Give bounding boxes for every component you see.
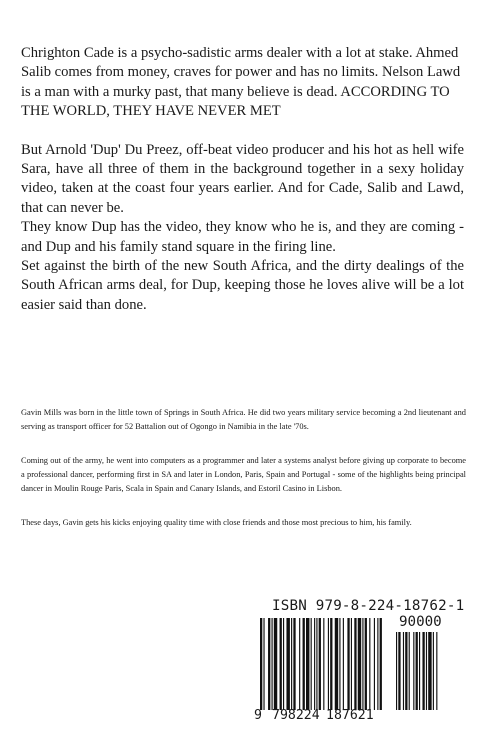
blurb-paragraph-threat: They know Dup has the video, they know who he is, and they are coming - and Dup and his family stand square in the firing line. — [21, 219, 464, 255]
book-blurb — [21, 44, 464, 315]
bio-paragraph-today: These days, Gavin gets his kicks enjoying quality time with close friends and those most precious to him, his family. — [21, 518, 412, 527]
barcode-first-digit: 9 — [254, 708, 262, 723]
price-code: 90000 — [399, 614, 442, 630]
barcode-bars — [260, 618, 460, 710]
blurb-paragraph-setting: Set against the birth of the new South Africa, and the dirty dealings of the South African arms deal, for Dup, keeping those he loves alive will be a lot easier said than done. — [21, 258, 464, 313]
blurb-paragraph-intro: Chrighton Cade is a psycho-sadistic arms dealer with a lot at stake. Ahmed Salib comes from money, craves for power and has no limits. Nelson Lawd is a man with a murky past, that many believe is dead. ACCORDING TO THE WORLD, THEY HAVE NEVER MET — [21, 45, 461, 120]
barcode-left-digits: 798224 — [272, 708, 320, 723]
isbn-label: ISBN 979-8-224-18762-1 — [272, 598, 465, 614]
bio-paragraph-career: Coming out of the army, he went into computers as a programmer and later a systems analyst before giving up corporate to become a professional dancer, performing first in SA and later in London, Paris, Spain and Portugal - some of the highlights being principal dancer in Moulin Rouge Paris, Scala in Spain and Canary Islands, and Estoril Casino in Lisbon. — [21, 456, 466, 493]
blurb-paragraph-video: But Arnold 'Dup' Du Preez, off-beat video producer and his hot as hell wife Sara, have all three of them in the background together in a sexy holiday video, taken at the coast four years earlier. And for Cade, Salib and Lawd, that can never be. — [21, 141, 464, 216]
bio-paragraph-early-life: Gavin Mills was born in the little town of Springs in South Africa. He did two years military service becoming a 2nd lieutenant and serving as transport officer for 52 Battalion out of Ogongo in Namibia in the late '70s. — [21, 408, 466, 431]
author-bio — [21, 406, 466, 550]
barcode-right-digits: 187621 — [326, 708, 374, 723]
isbn-barcode — [252, 598, 464, 730]
